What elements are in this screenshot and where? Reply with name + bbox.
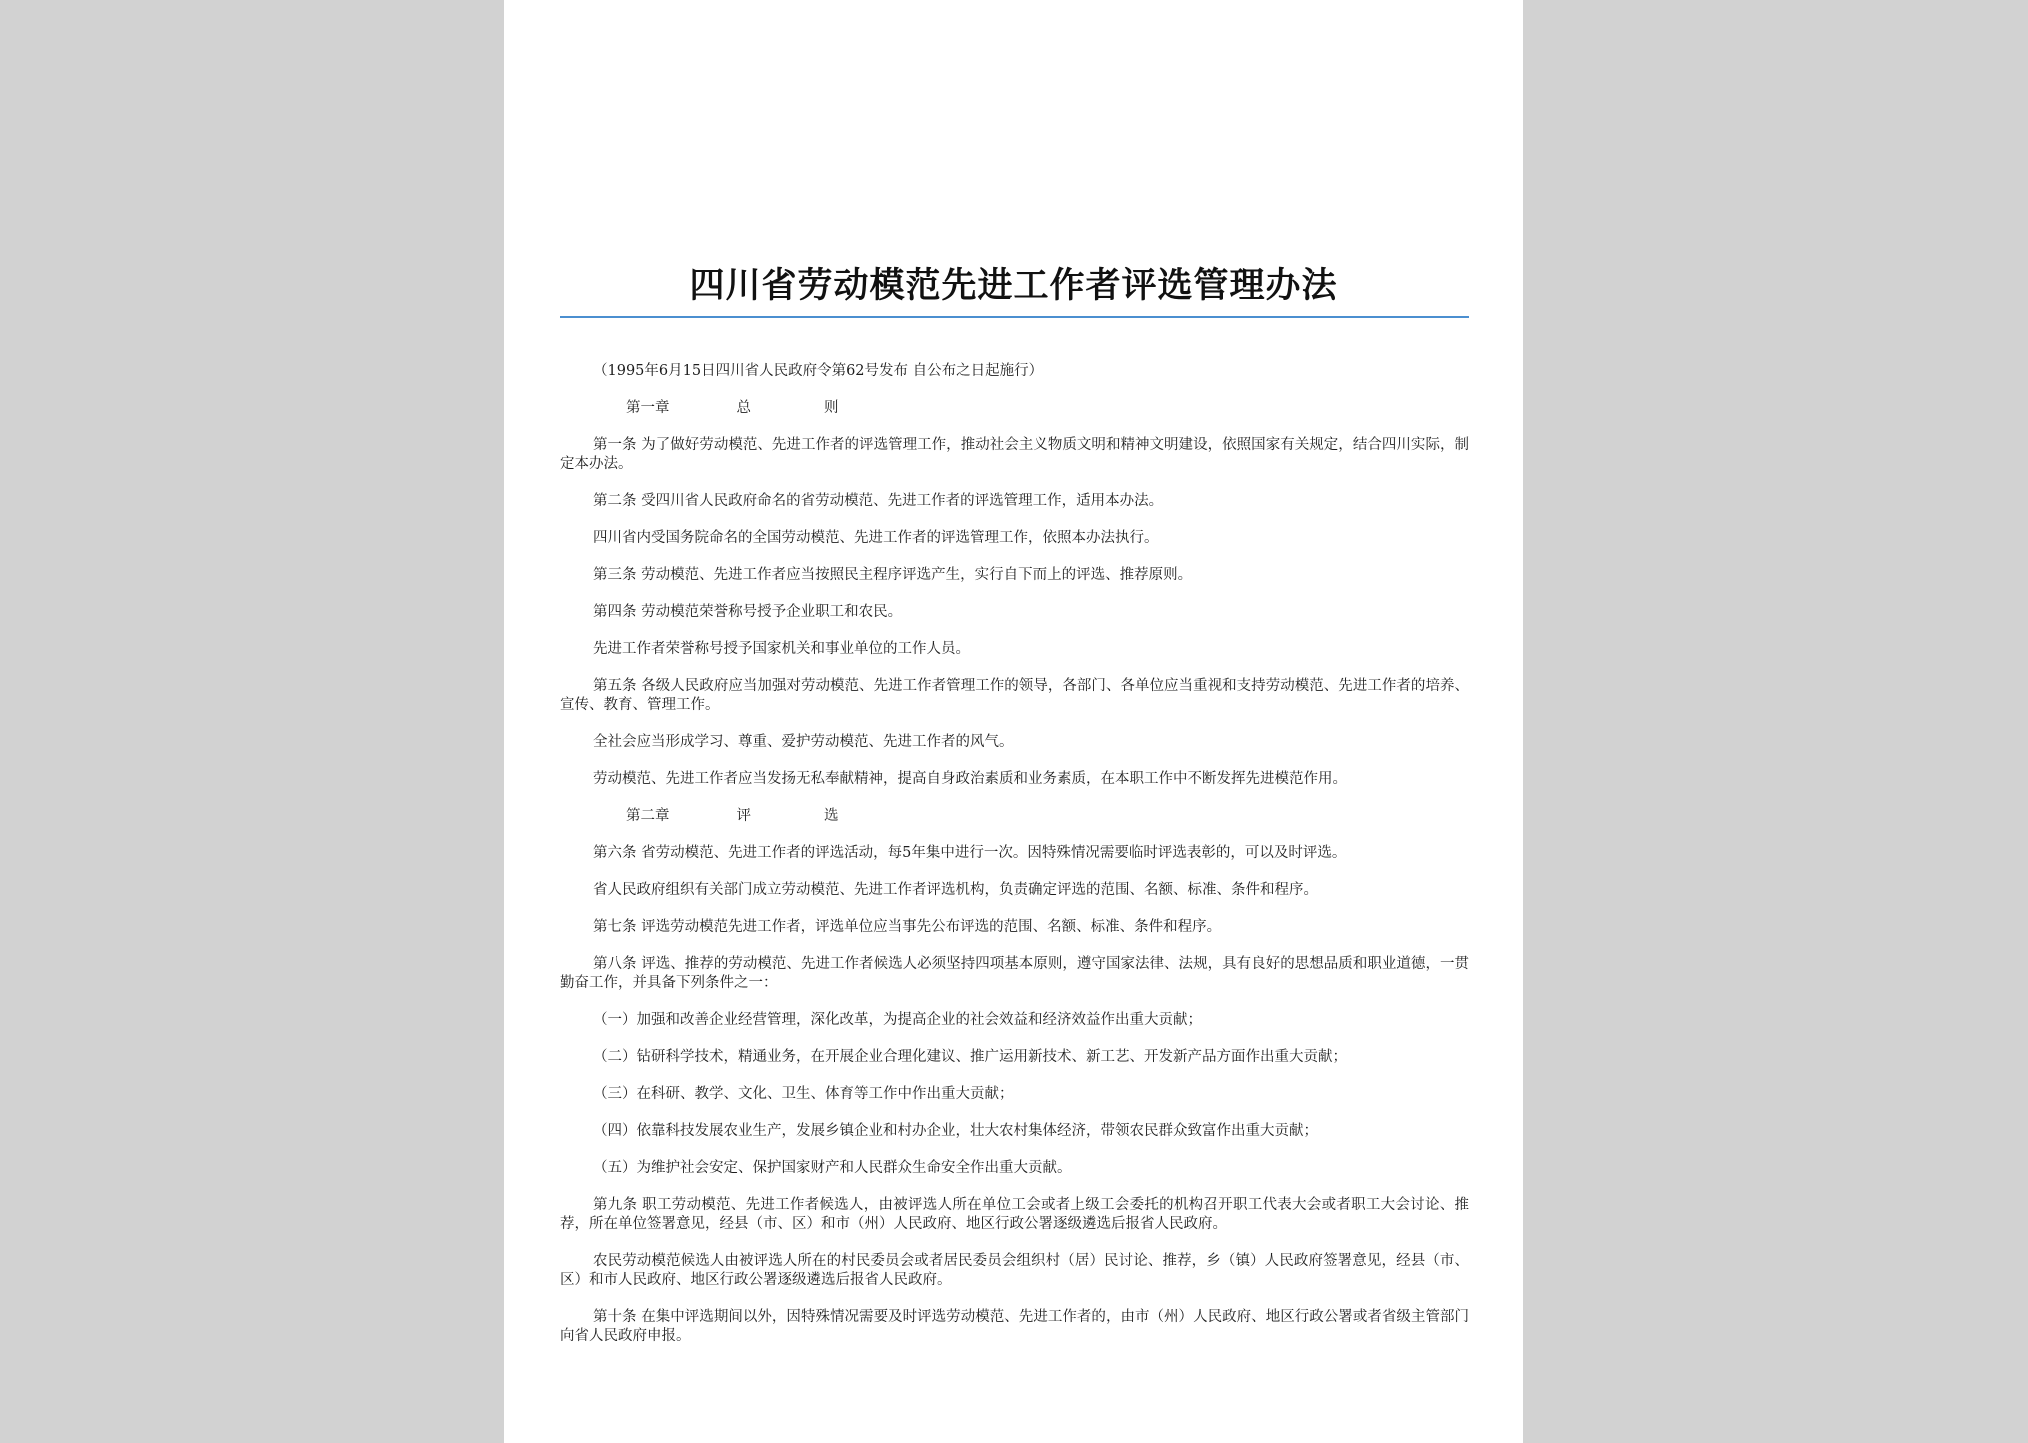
chapter-number: 第二章 xyxy=(626,808,670,824)
chapter-number: 第一章 xyxy=(626,400,670,416)
document-title: 四川省劳动模范先进工作者评选管理办法 xyxy=(689,265,1338,306)
document-body xyxy=(560,362,1469,1364)
article-paragraph: 第三条 劳动模范、先进工作者应当按照民主程序评选产生，实行自下而上的评选、推荐原则。 xyxy=(593,567,1193,583)
article-paragraph: 第十条 在集中评选期间以外，因特殊情况需要及时评选劳动模范、先进工作者的，由市（州）人民政府、地区行政公署或者省级主管部门向省人民政府申报。 xyxy=(560,1309,1469,1344)
article-paragraph: 第二条 受四川省人民政府命名的省劳动模范、先进工作者的评选管理工作，适用本办法。 xyxy=(593,493,1164,509)
article-paragraph: 全社会应当形成学习、尊重、爱护劳动模范、先进工作者的风气。 xyxy=(593,734,1014,750)
article-paragraph: 四川省内受国务院命名的全国劳动模范、先进工作者的评选管理工作，依照本办法执行。 xyxy=(593,530,1159,546)
chapter-title-char: 选 xyxy=(824,808,839,824)
chapter-title-char: 则 xyxy=(824,400,839,416)
list-item: （一）加强和改善企业经营管理，深化改革，为提高企业的社会效益和经济效益作出重大贡献； xyxy=(593,1012,1202,1028)
article-paragraph: 第七条 评选劳动模范先进工作者，评选单位应当事先公布评选的范围、名额、标准、条件和程序。 xyxy=(593,919,1222,935)
chapter-title-char: 评 xyxy=(736,808,751,824)
article-paragraph: 农民劳动模范候选人由被评选人所在的村民委员会或者居民委员会组织村（居）民讨论、推荐，乡（镇）人民政府签署意见，经县（市、区）和市人民政府、地区行政公署逐级遴选后报省人民政府。 xyxy=(560,1253,1469,1288)
chapter-heading-2 xyxy=(560,807,1469,826)
chapter-heading-1 xyxy=(560,399,1469,418)
article-paragraph: 第五条 各级人民政府应当加强对劳动模范、先进工作者管理工作的领导，各部门、各单位应当重视和支持劳动模范、先进工作者的培养、宣传、教育、管理工作。 xyxy=(560,678,1469,713)
list-item: （二）钻研科学技术，精通业务，在开展企业合理化建议、推广运用新技术、新工艺、开发新产品方面作出重大贡献； xyxy=(593,1049,1347,1065)
article-paragraph: 劳动模范、先进工作者应当发扬无私奉献精神，提高自身政治素质和业务素质，在本职工作中不断发挥先进模范作用。 xyxy=(593,771,1347,787)
promulgation-note: （1995年6月15日四川省人民政府令第62号发布 自公布之日起施行） xyxy=(593,363,1044,379)
article-paragraph: 第六条 省劳动模范、先进工作者的评选活动，每5年集中进行一次。因特殊情况需要临时评选表彰的，可以及时评选。 xyxy=(593,845,1347,861)
article-paragraph: 先进工作者荣誉称号授予国家机关和事业单位的工作人员。 xyxy=(593,641,970,657)
list-item: （三）在科研、教学、文化、卫生、体育等工作中作出重大贡献； xyxy=(593,1086,1014,1102)
article-paragraph: 第一条 为了做好劳动模范、先进工作者的评选管理工作，推动社会主义物质文明和精神文明建设，依照国家有关规定，结合四川实际，制定本办法。 xyxy=(560,437,1469,472)
chapter-title-char: 总 xyxy=(736,400,751,416)
list-item: （五）为维护社会安定、保护国家财产和人民群众生命安全作出重大贡献。 xyxy=(593,1160,1072,1176)
article-paragraph: 第九条 职工劳动模范、先进工作者候选人，由被评选人所在单位工会或者上级工会委托的机构召开职工代表大会或者职工大会讨论、推荐，所在单位签署意见，经县（市、区）和市（州）人民政府、地区行政公署逐级遴选后报省人民政府。 xyxy=(560,1197,1469,1232)
list-item: （四）依靠科技发展农业生产，发展乡镇企业和村办企业，壮大农村集体经济，带领农民群众致富作出重大贡献； xyxy=(593,1123,1318,1139)
document-page xyxy=(504,0,1523,1443)
article-paragraph: 省人民政府组织有关部门成立劳动模范、先进工作者评选机构，负责确定评选的范围、名额、标准、条件和程序。 xyxy=(593,882,1318,898)
title-divider xyxy=(560,316,1469,318)
article-paragraph: 第八条 评选、推荐的劳动模范、先进工作者候选人必须坚持四项基本原则，遵守国家法律、法规，具有良好的思想品质和职业道德，一贯勤奋工作，并具备下列条件之一： xyxy=(560,956,1469,991)
article-paragraph: 第四条 劳动模范荣誉称号授予企业职工和农民。 xyxy=(593,604,903,620)
